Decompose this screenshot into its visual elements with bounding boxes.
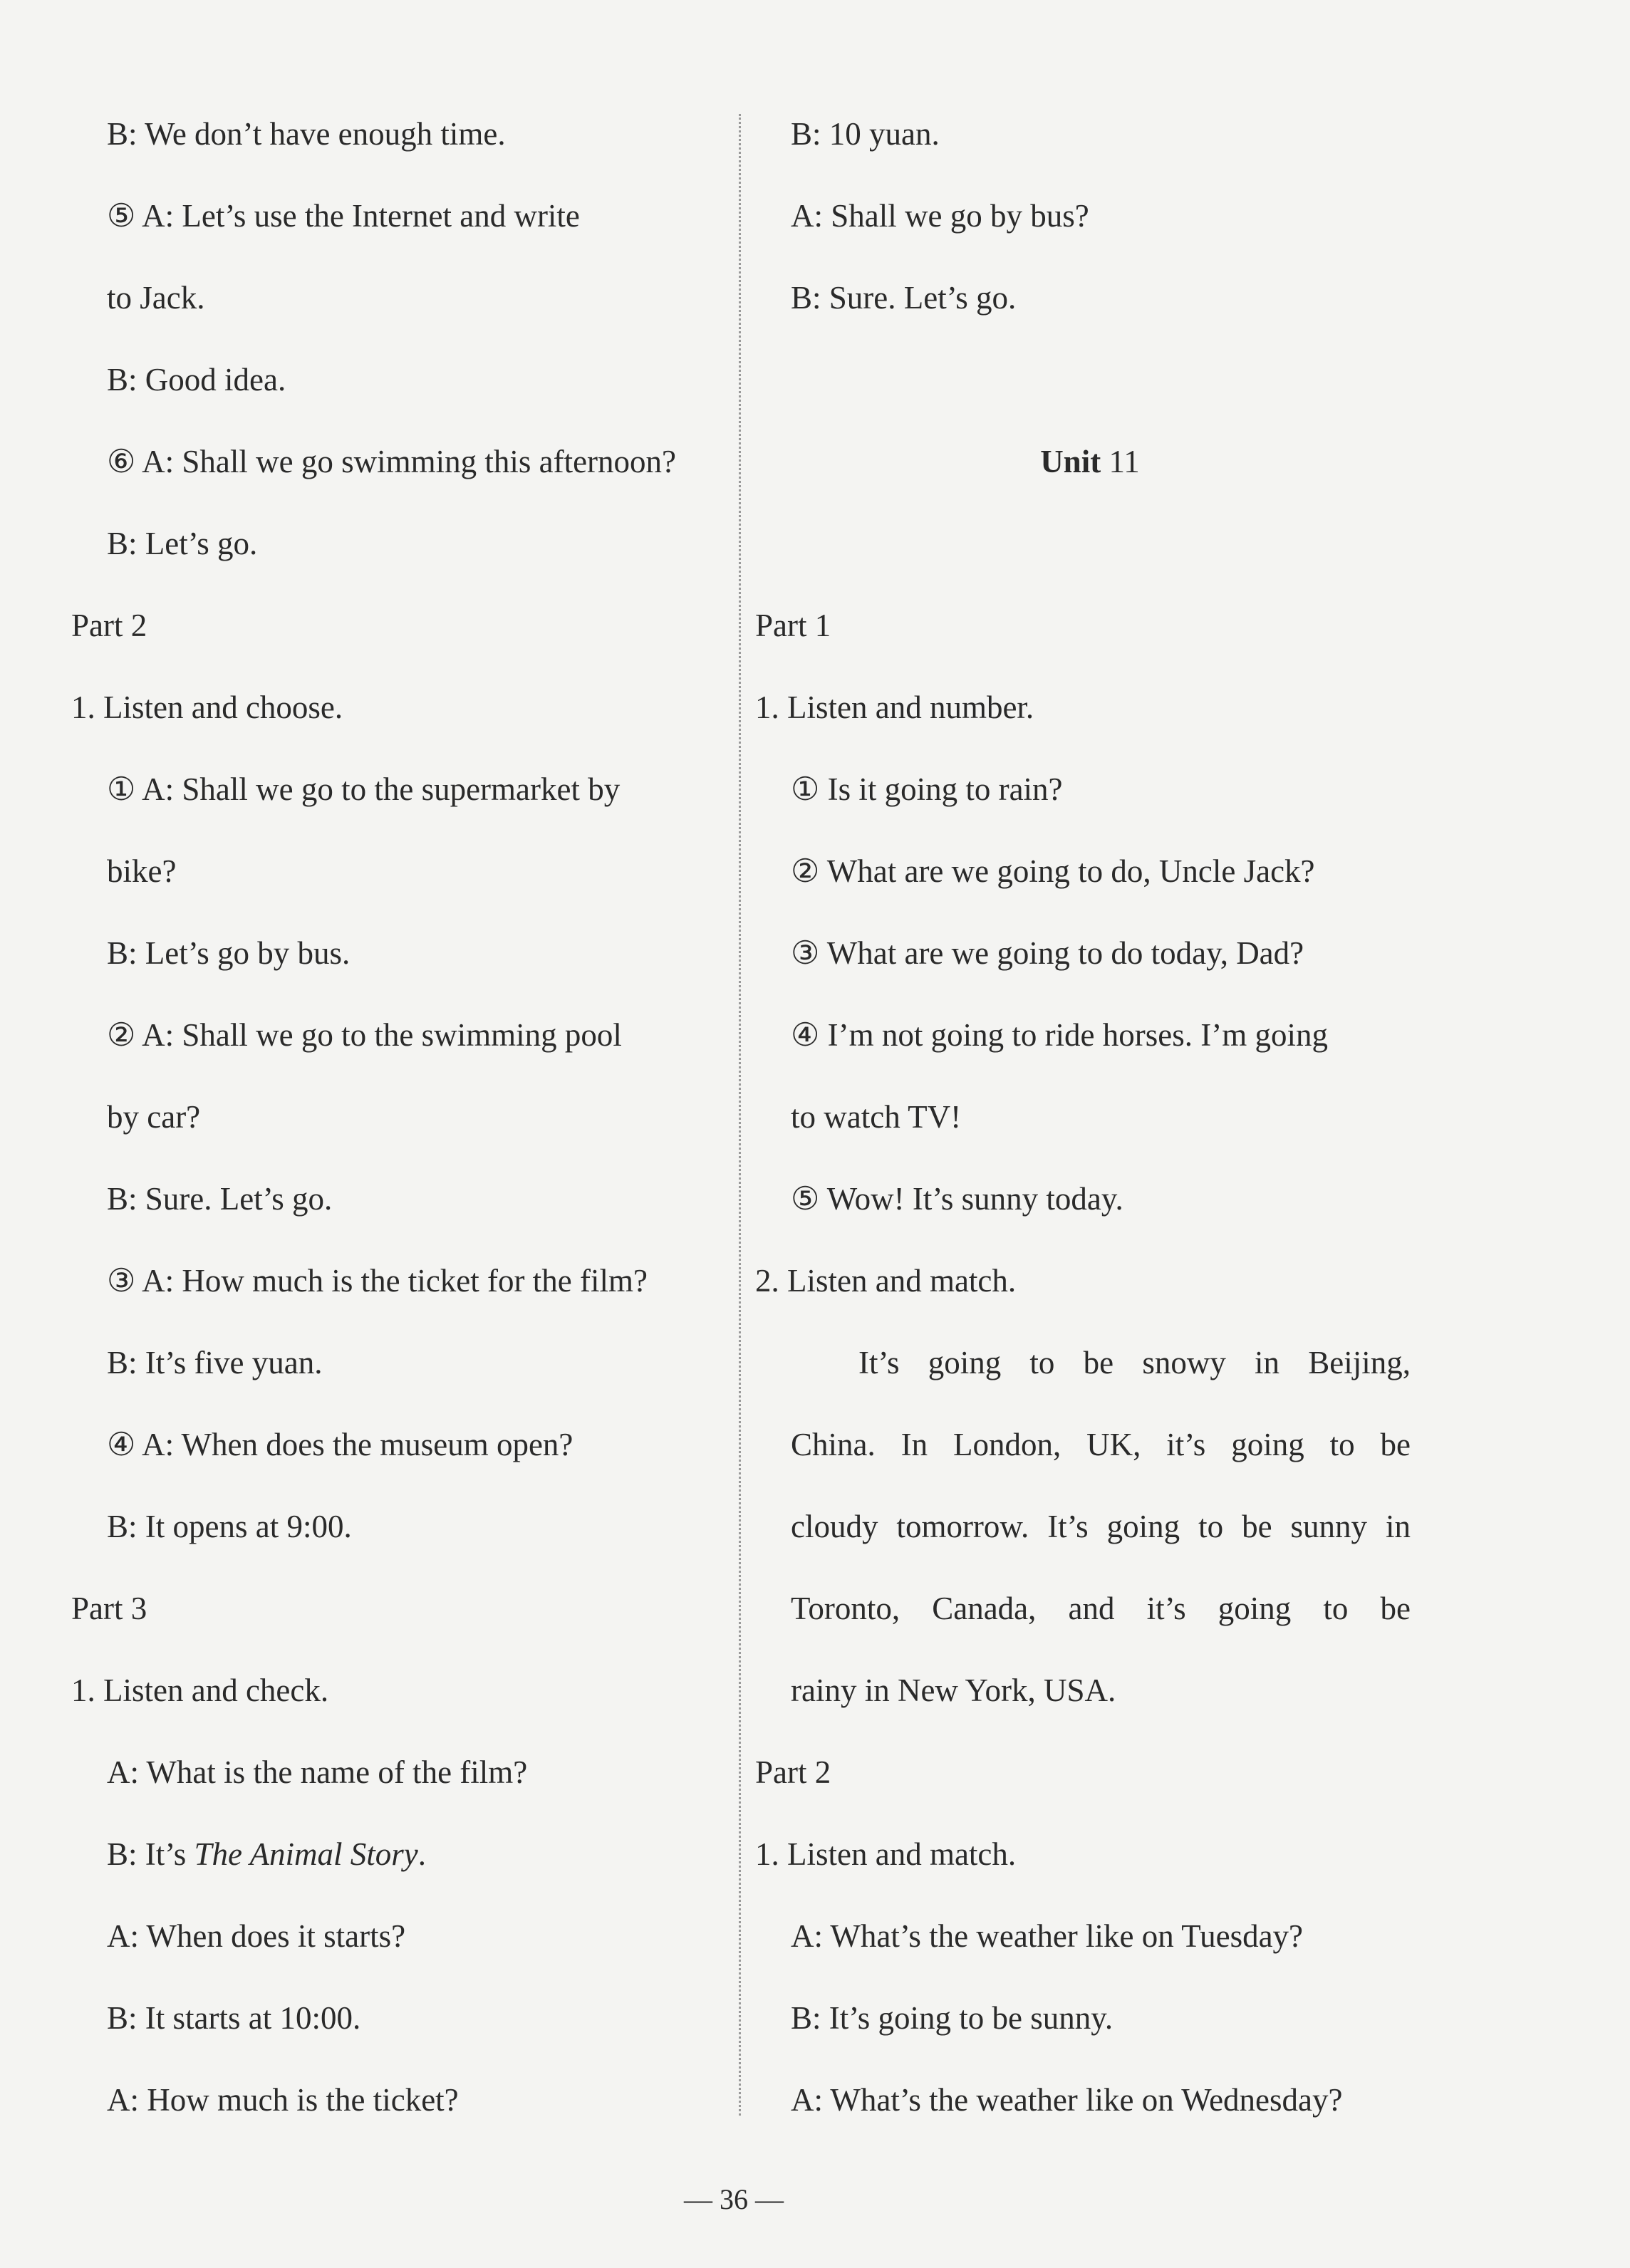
text-line: to watch TV! <box>791 1099 962 1135</box>
text-line: B: Let’s go. <box>107 526 258 561</box>
text-line: by car? <box>107 1099 201 1135</box>
text-line: B: 10 yuan. <box>791 116 940 152</box>
text-line: B: Sure. Let’s go. <box>107 1181 333 1217</box>
text-line: ② A: Shall we go to the swimming pool <box>107 1017 622 1053</box>
text-line: A: What’s the weather like on Wednesday? <box>791 2082 1343 2118</box>
text-line: Part 2 <box>755 1754 831 1790</box>
text-line: ③ A: How much is the ticket for the film? <box>107 1263 648 1299</box>
line-text-end: . <box>417 1836 426 1872</box>
text-line: ② What are we going to do, Uncle Jack? <box>791 853 1315 889</box>
text-line: B: It’s five yuan. <box>107 1345 323 1380</box>
text-line: Part 3 <box>71 1591 147 1626</box>
text-line: to Jack. <box>107 280 205 316</box>
text-line: 1. Listen and check. <box>71 1673 329 1708</box>
text-line: ③ What are we going to do today, Dad? <box>791 935 1304 971</box>
text-line: B: Sure. Let’s go. <box>791 280 1017 316</box>
column-divider <box>739 114 741 2116</box>
text-line: A: When does it starts? <box>107 1918 406 1954</box>
text-line: B: It’s going to be sunny. <box>791 2000 1114 2036</box>
text-line: cloudy tomorrow. It’s going to be sunny in <box>791 1509 1411 1544</box>
text-line: ① Is it going to rain? <box>791 771 1063 807</box>
text-line: B: It opens at 9:00. <box>107 1509 352 1544</box>
text-line: It’s going to be snowy in Beijing, <box>858 1345 1411 1380</box>
unit-heading-number: 11 <box>1101 444 1140 479</box>
left-column <box>71 100 727 2148</box>
text-line: ① A: Shall we go to the supermarket by <box>107 771 621 807</box>
text-line <box>71 1820 727 1902</box>
text-line: 1. Listen and number. <box>755 690 1034 725</box>
text-line: 1. Listen and match. <box>755 1836 1017 1872</box>
text-line: A: How much is the ticket? <box>107 2082 459 2118</box>
text-line: B: It starts at 10:00. <box>107 2000 361 2036</box>
text-line: Part 1 <box>755 608 831 643</box>
text-line: China. In London, UK, it’s going to be <box>791 1427 1411 1462</box>
text-line: B: Good idea. <box>107 362 286 397</box>
text-line: Toronto, Canada, and it’s going to be <box>791 1591 1411 1626</box>
right-column <box>755 100 1425 2148</box>
text-line <box>755 509 1425 591</box>
page-number: — 36 — <box>684 2183 784 2215</box>
text-line: A: Shall we go by bus? <box>791 198 1089 234</box>
text-line: B: We don’t have enough time. <box>107 116 506 152</box>
text-line: ④ A: When does the museum open? <box>107 1427 573 1462</box>
text-line <box>755 427 1425 509</box>
text-line: 2. Listen and match. <box>755 1263 1017 1299</box>
text-line: 1. Listen and choose. <box>71 690 343 725</box>
text-line: ⑤ A: Let’s use the Internet and write <box>107 198 580 234</box>
text-line: B: Let’s go by bus. <box>107 935 351 971</box>
text-line: ④ I’m not going to ride horses. I’m going <box>791 1017 1328 1053</box>
film-title: The Animal Story <box>194 1836 418 1872</box>
text-line: bike? <box>107 853 177 889</box>
text-line: ⑤ Wow! It’s sunny today. <box>791 1181 1123 1217</box>
text-line: ⑥ A: Shall we go swimming this afternoon? <box>107 444 677 479</box>
text-line: Part 2 <box>71 608 147 643</box>
text-line: rainy in New York, USA. <box>791 1673 1116 1708</box>
text-line <box>755 345 1425 427</box>
text-line: A: What is the name of the film? <box>107 1754 528 1790</box>
unit-heading-label: Unit <box>1040 444 1101 479</box>
text-line: A: What’s the weather like on Tuesday? <box>791 1918 1304 1954</box>
line-text: B: It’s <box>107 1836 194 1872</box>
